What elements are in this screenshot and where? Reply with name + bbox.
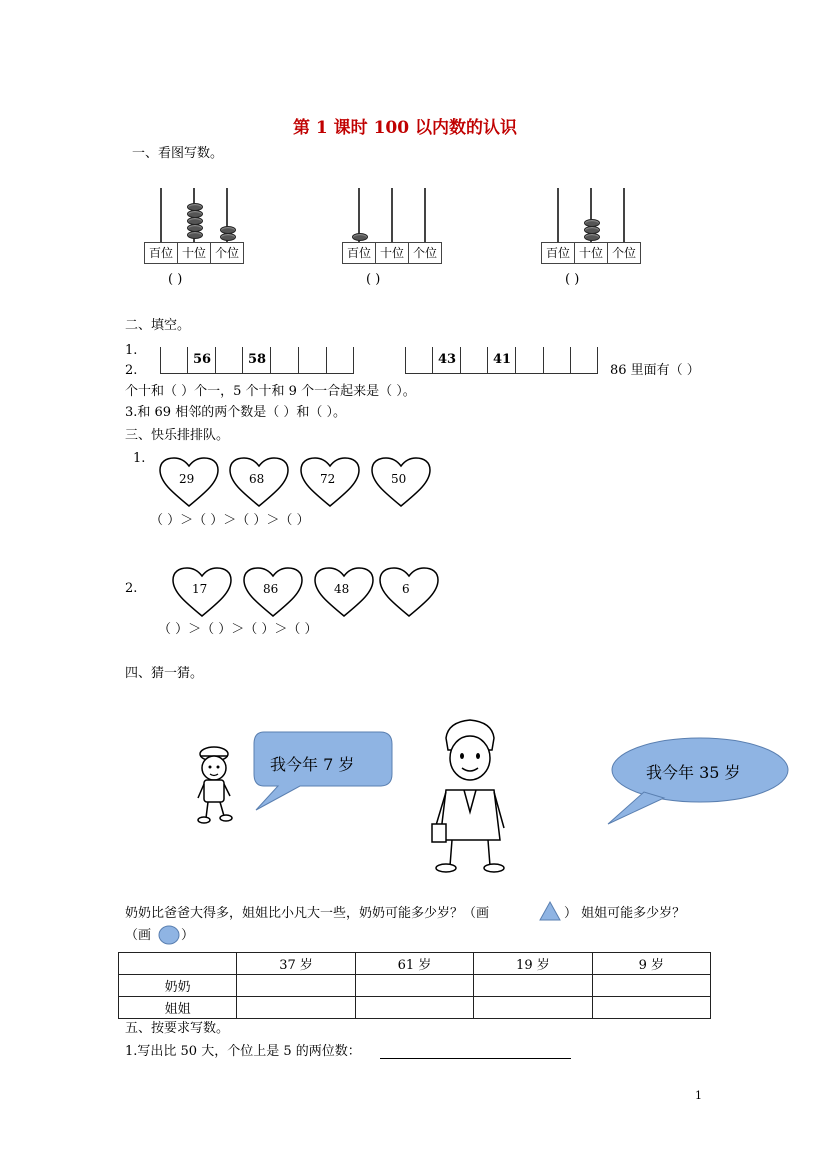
heart-number: 50 (391, 472, 407, 486)
triangle-icon (538, 900, 562, 922)
bubble-dad-text: 我今年 35 岁 (646, 763, 741, 782)
answer-cell[interactable] (237, 975, 355, 997)
q2-text-a: 86 里面有（ ） (610, 363, 700, 378)
answer-cell[interactable] (355, 997, 473, 1019)
place-label: 十位 (376, 243, 409, 263)
question-text-b: ） 姐姐可能多少岁？ (564, 906, 686, 921)
number-ruler-1 (160, 347, 354, 374)
s5-q1-text: 1.写出比 50 大，个位上是 5 的两位数： (125, 1044, 361, 1059)
place-label: 个位 (611, 246, 636, 260)
place-label: 十位 (575, 243, 608, 263)
answer-cell[interactable] (474, 975, 592, 997)
circle-icon (158, 925, 180, 945)
q3-text: 3.和 69 相邻的两个数是（ ）和（ ）。 (125, 405, 346, 420)
heart-number: 6 (402, 582, 410, 596)
q2-label: 2. (125, 363, 138, 378)
answer-blank[interactable]: ( ) (168, 272, 183, 287)
answer-blank[interactable]: ( ) (366, 272, 381, 287)
page-number: 1 (695, 1089, 702, 1102)
table-row (119, 997, 711, 1019)
answer-cell[interactable] (237, 997, 355, 1019)
table-header-row (119, 953, 711, 975)
heart-number: 29 (179, 472, 195, 486)
compare-row-2[interactable]: （ ）＞（ ）＞（ ）＞（ ） (158, 622, 318, 637)
answer-cell[interactable] (355, 975, 473, 997)
age-table (118, 952, 711, 1019)
page-title: 第 1 课时 100 以内数的认识 (293, 118, 517, 138)
question-text-d: ） (181, 928, 195, 943)
answer-cell[interactable] (592, 975, 710, 997)
q1-label: 1. (125, 343, 138, 358)
place-label: 十位 (178, 243, 211, 263)
section-5-heading: 五、按要求写数。 (125, 1021, 230, 1036)
heart-number: 86 (263, 582, 279, 596)
section-2-heading: 二、填空。 (125, 318, 191, 333)
heart-shape (299, 456, 361, 508)
number-ruler-2 (405, 347, 598, 374)
heart-shape (171, 566, 233, 618)
s3-q2-label: 2. (125, 581, 138, 596)
abacus-2 (342, 188, 446, 288)
place-label: 百位 (343, 243, 376, 263)
heart-shape (370, 456, 432, 508)
place-label: 百位 (145, 243, 178, 263)
section-3-heading: 三、快乐排排队。 (125, 428, 230, 443)
q2-text-b: 个十和（ ）个一，5 个十和 9 个一合起来是（ ）。 (125, 384, 416, 399)
place-label: 百位 (542, 243, 575, 263)
heart-shape (378, 566, 440, 618)
heart-number: 72 (320, 472, 336, 486)
place-label: 个位 (214, 246, 239, 260)
section-4-heading: 四、猜一猜。 (125, 666, 204, 681)
table-row (119, 975, 711, 997)
table-header-cell: 9 岁 (592, 953, 710, 975)
answer-line[interactable] (380, 1058, 571, 1059)
abacus-1 (144, 188, 248, 288)
heart-number: 68 (249, 472, 265, 486)
table-cell (119, 953, 237, 975)
heart-shape (228, 456, 290, 508)
answer-blank[interactable]: ( ) (565, 272, 580, 287)
row-label: 姐姐 (119, 997, 237, 1019)
compare-row-1[interactable]: （ ）＞（ ）＞（ ）＞（ ） (150, 513, 310, 528)
abacus-3 (541, 188, 645, 288)
question-text-c: （画 (125, 928, 152, 943)
bubble-kid-text: 我今年 7 岁 (270, 755, 355, 774)
question-text-a: 奶奶比爸爸大得多，姐姐比小凡大一些，奶奶可能多少岁？（画 (125, 906, 490, 921)
row-label: 奶奶 (119, 975, 237, 997)
s3-q1-label: 1. (133, 451, 146, 466)
heart-number: 48 (334, 582, 350, 596)
heart-number: 17 (192, 582, 208, 596)
table-header-cell: 19 岁 (474, 953, 592, 975)
answer-cell[interactable] (474, 997, 592, 1019)
father-illustration (430, 716, 510, 874)
table-header-cell: 61 岁 (355, 953, 473, 975)
table-header-cell: 37 岁 (237, 953, 355, 975)
boy-illustration (190, 744, 242, 826)
heart-shape (313, 566, 375, 618)
answer-cell[interactable] (592, 997, 710, 1019)
ruler-number: 41 (493, 352, 512, 367)
place-label: 个位 (412, 246, 437, 260)
heart-shape (158, 456, 220, 508)
heart-shape (242, 566, 304, 618)
ruler-number: 58 (248, 352, 267, 367)
ruler-number: 43 (438, 352, 457, 367)
ruler-number: 56 (193, 352, 212, 367)
section-1-heading: 一、看图写数。 (132, 146, 224, 161)
